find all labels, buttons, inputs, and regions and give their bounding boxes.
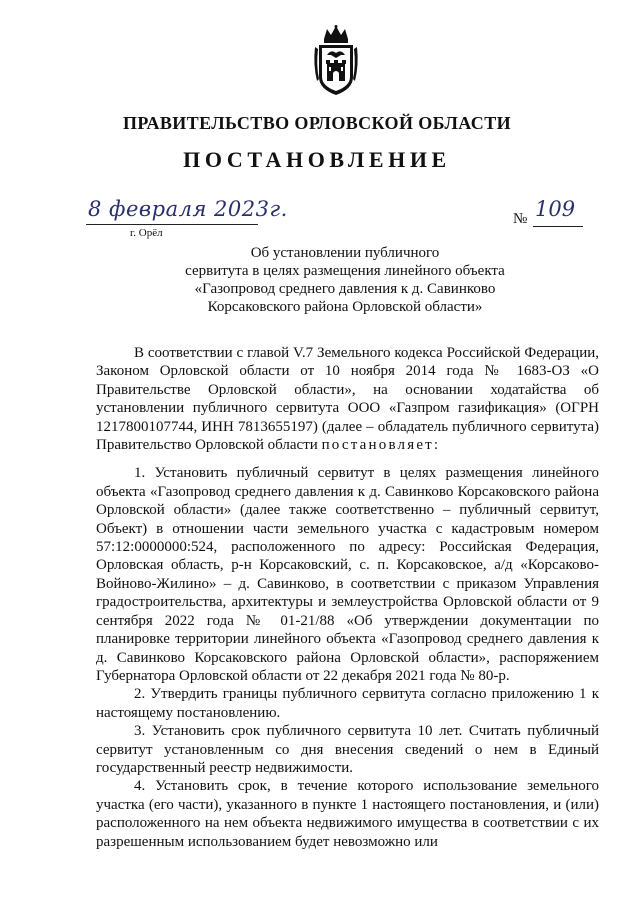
organization-name: ПРАВИТЕЛЬСТВО ОРЛОВСКОЙ ОБЛАСТИ [122,113,512,133]
document-body [96,344,599,851]
coat-of-arms-icon [313,25,359,97]
resolves-word: постановляет: [321,437,441,454]
number-underline [533,226,583,227]
number-label: № [513,211,528,227]
document-subject [150,244,540,316]
item-paragraph: 1. Установить публичный сервитут в целях размещения линейного объекта «Газопровод среднего давления к д. Савинково Корсаковского района Орловской области» (далее также соответственно – публичный сервитут, Объект) в отношении части земельного участка с кадастровым номером 57:12:0000000:524, расположенного по адресу: Российская Федерация, Орловская область, р-н Корсаковский, с. п. Корсаковское, а/д «Корсаково-Войново-Жилино» – д. Савинково, в соответствии с приказом Управления градостроительства, архитектуры и землеустройства Орловской области от 9 сентября 2022 года № 01-21/88 «Об утверждении документации по планировке территории линейного объекта «Газопровод среднего давления к д. Савинково Корсаковского района Орловской области», распоряжением Губернатора Орловской области от 22 декабря 2021 года № 80-р. [96,465,599,684]
subject-line: Об установлении публичного [250,245,440,261]
subject-line: Корсаковского района Орловской области» [207,299,483,315]
number-handwritten: 109 [535,197,576,221]
item-paragraph: 4. Установить срок, в течение которого использование земельного участка (его части), указанного в пункте 1 настоящего постановления, и (или) расположенного на нем объекта недвижимого имущества в соответствии с их разрешенным использованием будет невозможно или [96,778,599,850]
date-underline [86,224,258,225]
city-label: г. Орёл [130,227,163,239]
subject-line: сервитута в целях размещения линейного объекта [185,263,505,279]
date-handwritten: 8 февраля 2023г. [88,197,288,221]
item-paragraph: 3. Установить срок публичного сервитута 10 лет. Считать публичный сервитут установленным со дня внесения сведений о нем в Единый государственный реестр недвижимости. [96,723,599,776]
document-type: ПОСТАНОВЛЕНИЕ [183,147,451,172]
item-paragraph: 2. Утвердить границы публичного сервитута согласно приложению 1 к настоящему постановлению. [96,686,599,721]
preamble-text: В соответствии с главой V.7 Земельного кодекса Российской Федерации, Законом Орловской области от 10 ноября 2014 года № 1683-ОЗ «О Правительстве Орловской области», на основании ходатайства об установлении публичного сервитута ООО «Газпром газификация» (ОГРН 1217800107744, ИНН 7813655197) (далее – обладатель публичного сервитута) Правительство Орловской области [96,345,599,454]
subject-line: «Газопровод среднего давления к д. Савинково [194,281,496,297]
preamble-paragraph [96,344,599,454]
